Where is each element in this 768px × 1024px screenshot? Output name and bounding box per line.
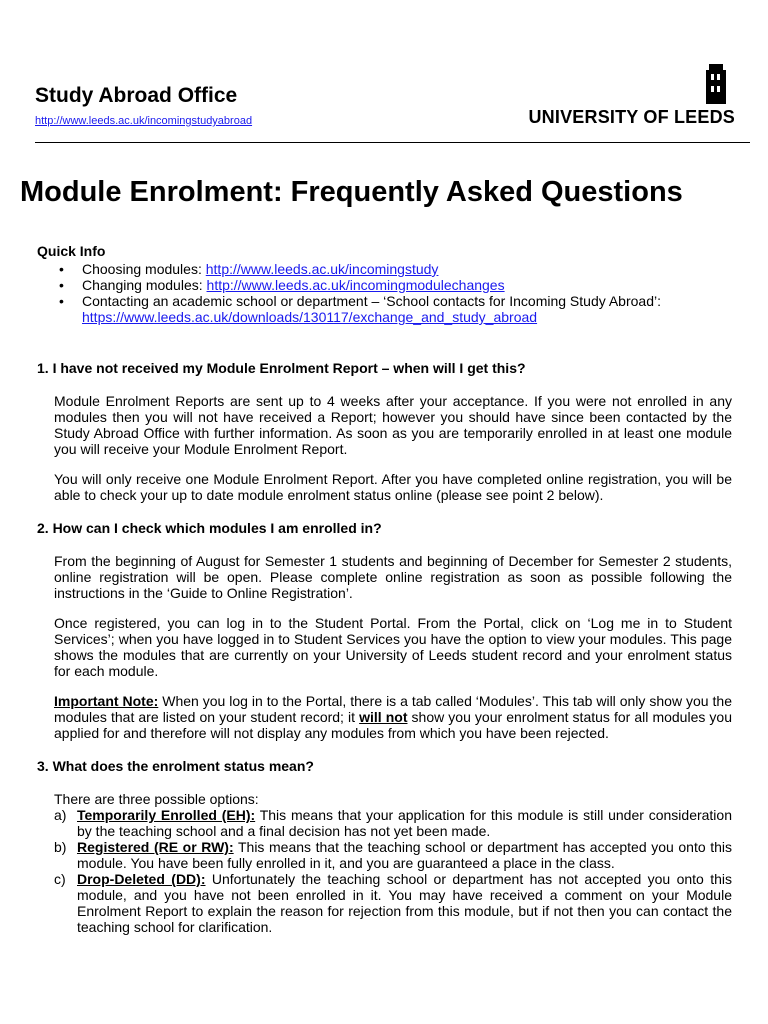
question-2-heading: 2. How can I check which modules I am enrolled in? <box>37 520 382 536</box>
school-contacts-link[interactable]: https://www.leeds.ac.uk/downloads/130117/exchange_and_study_abroad <box>82 309 538 325</box>
will-not-emphasis: will not <box>359 709 408 725</box>
header-divider <box>35 142 750 143</box>
list-item: • Changing modules: http://www.leeds.ac.uk/incomingmodulechanges <box>82 277 732 293</box>
choosing-modules-link[interactable]: http://www.leeds.ac.uk/incomingstudy <box>205 261 439 277</box>
page-title: Module Enrolment: Frequently Asked Questions <box>20 176 683 208</box>
question-1-paragraph-1: Module Enrolment Reports are sent up to 4 weeks after your acceptance. If you were not enrolled in any modules then you will not have received a Report; however you should have since been contacted by the Study Abroad Office with further information. As soon as you are temporarily enrolled in at least one module you will receive your Module Enrolment Report. <box>54 393 732 457</box>
important-note: Important Note: When you log in to the Portal, there is a tab called ‘Modules’. This tab will only show you the modules that are listed on your student record; it will not show you your enrolment status for all modules you applied for and therefore will not display any modules from which you have been rejected. <box>54 693 733 741</box>
office-url-link[interactable]: http://www.leeds.ac.uk/incomingstudyabroad <box>35 115 253 127</box>
question-2-paragraph-2: Once registered, you can log in to the Student Portal. From the Portal, click on ‘Log me in to Student Services’; when you have logged in to Student Services you have the option to view your modules. This page shows the modules that are currently on your University of Leeds student record and your enrolment status for each module. <box>54 615 732 679</box>
quick-info-heading: Quick Info <box>37 243 106 259</box>
status-term: Drop-Deleted (DD): <box>77 871 206 887</box>
question-3-heading: 3. What does the enrolment status mean? <box>37 758 314 774</box>
tower-icon <box>691 62 733 104</box>
list-item: • Contacting an academic school or department – ‘School contacts for Incoming Study Abroad’: https://www.leeds.ac.uk/downloads/130117/exchange_and_study_abroad <box>82 293 732 325</box>
question-3-intro: There are three possible options: <box>54 791 259 807</box>
changing-modules-link[interactable]: http://www.leeds.ac.uk/incomingmodulechanges <box>206 277 505 293</box>
status-options-list <box>37 807 732 935</box>
list-item: a) Temporarily Enrolled (EH): This means that your application for this module is still under consideration by the teaching school and a final decision has not yet been made. <box>54 807 732 839</box>
quick-info-list <box>37 261 732 325</box>
status-term: Registered (RE or RW): <box>77 839 234 855</box>
university-name: UNIVERSITY OF LEEDS <box>528 107 735 127</box>
list-item: c) Drop-Deleted (DD): Unfortunately the teaching school or department has not accepted you onto this module, and you have not been enrolled in it. You may have received a comment on your Module Enrolment Report to explain the reason for rejection from this module, but if not then you can contact the teaching school for clarification. <box>54 871 732 935</box>
status-term: Temporarily Enrolled (EH): <box>77 807 256 823</box>
question-1-heading: 1. I have not received my Module Enrolment Report – when will I get this? <box>37 360 526 376</box>
office-title: Study Abroad Office <box>35 84 238 107</box>
list-item: b) Registered (RE or RW): This means that the teaching school or department has accepted you onto this module. You have been fully enrolled in it, and you are guaranteed a place in the class. <box>54 839 732 871</box>
important-note-label: Important Note: <box>54 693 159 709</box>
question-1-paragraph-2: You will only receive one Module Enrolment Report. After you have completed online registration, you will be able to check your up to date module enrolment status online (please see point 2 below). <box>54 471 732 503</box>
document-body <box>37 243 732 935</box>
list-item: • Choosing modules: http://www.leeds.ac.uk/incomingstudy <box>82 261 732 277</box>
university-logo <box>499 62 735 128</box>
question-2-paragraph-1: From the beginning of August for Semester 1 students and beginning of December for Semester 2 students, online registration will be open. Please complete online registration as soon as possible following the instructions in the ‘Guide to Online Registration’. <box>54 553 732 601</box>
